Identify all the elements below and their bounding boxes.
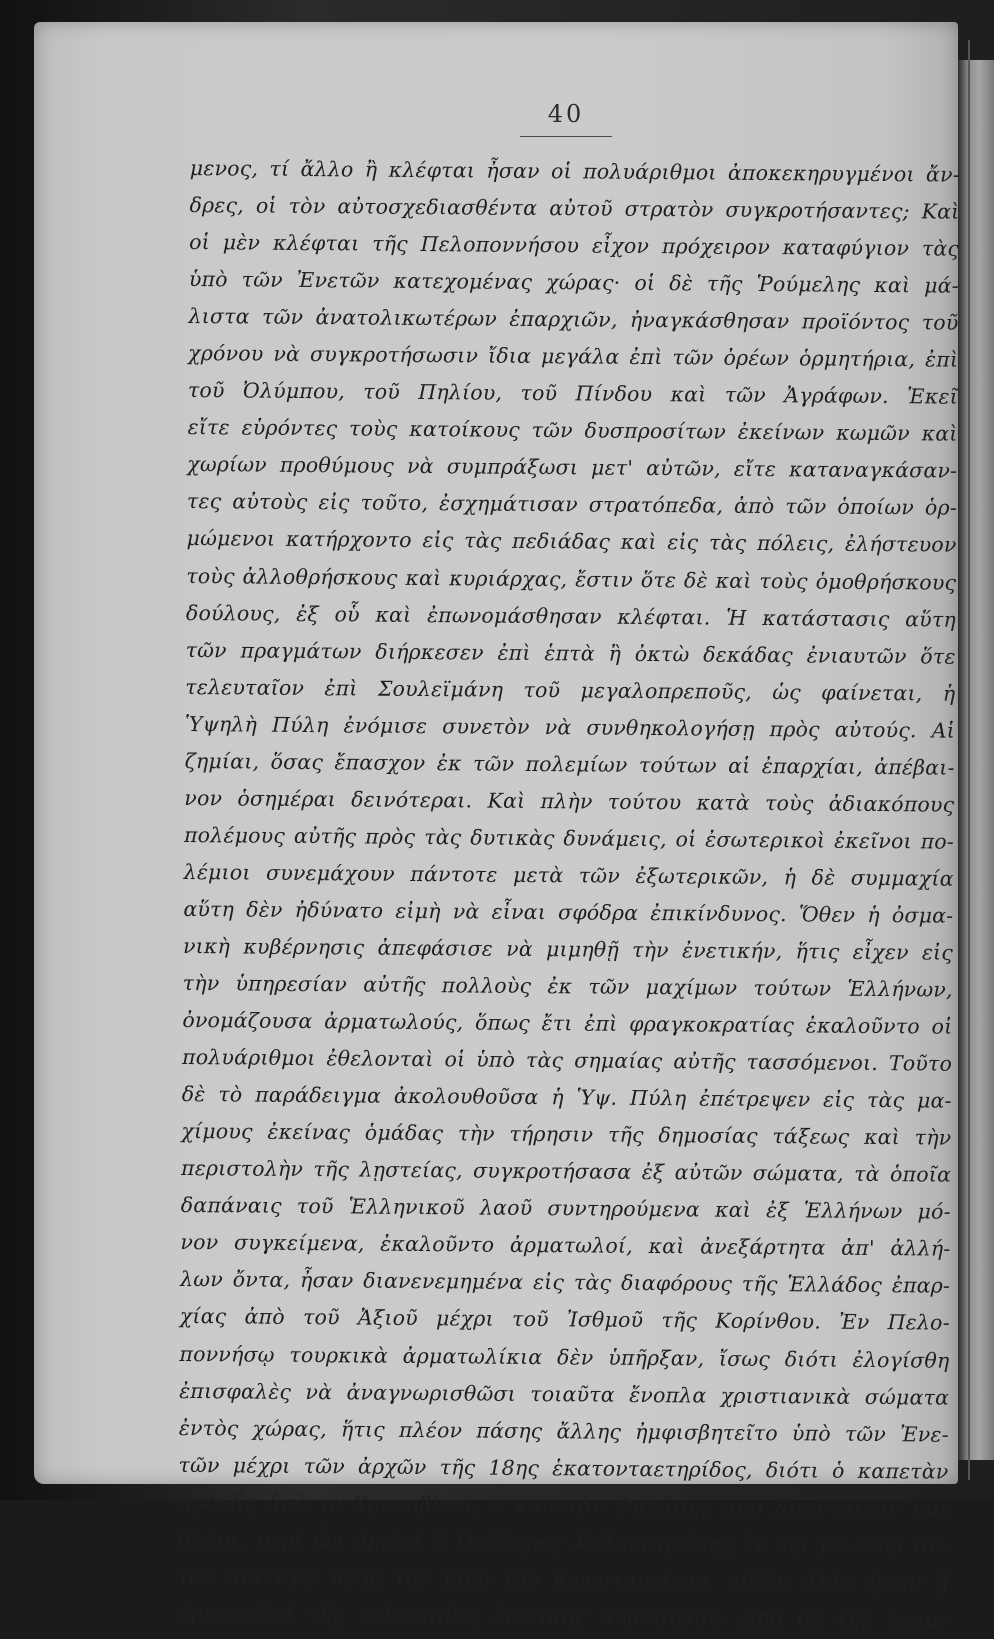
text-line: αὕτη δὲν ἠδύνατο εἰμὴ νὰ εἶναι σφόδρα ἐπικίνδυνος. Ὅθεν ἡ ὀσμα- (183, 896, 954, 928)
text-line: δαπάναις τοῦ Ἑλληνικοῦ λαοῦ συντηρούμενα καὶ ἐξ Ἑλλήνων μό- (180, 1193, 951, 1224)
text-line: πολέμους αὐτῆς πρὸς τὰς δυτικὰς δυνάμεις, οἱ ἐσωτερικοὶ ἐκεῖνοι πο- (183, 822, 955, 854)
text-line: χρόνου νὰ συγκροτήσωσιν ἴδια μεγάλα ἐπὶ τῶν ὀρέων ὁρμητήρια, ἐπὶ (188, 341, 959, 372)
text-line: ὑπὸ τῶν Ἐνετῶν κατεχομένας χώρας· οἱ δὲ τῆς Ῥούμελης καὶ μά- (188, 267, 959, 298)
text-line: δρες, οἱ τὸν αὐτοσχεδιασθέντα αὐτοῦ στρατὸν συγκροτήσαντες; Καὶ (189, 193, 960, 224)
text-line: μενος, τί ἄλλο ἢ κλέφται ἦσαν οἱ πολυάριθμοι ἀποκεκηρυγμένοι ἄν- (189, 155, 960, 187)
text-line: ἀρματωλοὶ τῆς τελευταίας ἐνετικῆς κυριαρχίας. Ἀπὸ δὲ τῆς κατα- (177, 1600, 948, 1632)
text-line: ὀνομάζουσα ἀρματωλούς, ὅπως ἔτι ἐπὶ φραγκοκρατίας ἐκαλοῦντο οἱ (182, 1008, 953, 1039)
text-line: δὲ τὸ παράδειγμα ἀκολουθοῦσα ἡ Ὑψ. Πύλη ἐπέτρεψεν εἰς τὰς μα- (181, 1082, 952, 1113)
text-line: πολυάριθμοι ἐθελονταὶ οἱ ὑπὸ τὰς σημαίας αὐτῆς τασσόμενοι. Τοῦτο (181, 1045, 953, 1076)
text-line: νικὴ κυβέρνησις ἀπεφάσισε νὰ μιμηθῇ τὴν ἐνετικήν, ἥτις εἶχεν εἰς (182, 933, 954, 965)
text-line: νον συγκείμενα, ἐκαλοῦντο ἀρματωλοί, καὶ ἀνεξάρτητα ἀπ' ἀλλή- (180, 1230, 951, 1262)
text-line: λιστα τῶν ἀνατολικωτέρων ἐπαρχιῶν, ἠναγκάσθησαν προϊόντος τοῦ (188, 304, 959, 335)
text-line: περιστολὴν τῆς λῃστείας, συγκροτήσασα ἐξ αὐτῶν σώματα, τὰ ὁποῖα (181, 1156, 952, 1187)
page-number: 40 (547, 100, 585, 128)
text-line: τῶν μέχρι τῶν ἀρχῶν τῆς 18ης ἑκατονταετηρίδος, διότι ὁ καπετὰν (178, 1452, 949, 1484)
text-line: νον ὁσημέραι δεινότεραι. Καὶ πλὴν τούτου κατὰ τοὺς ἀδιακόπους (184, 785, 955, 817)
text-line: οἱ μὲν κλέφται τῆς Πελοποννήσου εἶχον πρόχειρον καταφύγιον τὰς (189, 230, 960, 261)
text-line: Χρονᾶς ἀπὸ τὸ Χρυσοβίτσι, ὁ καπετὰν Θανάσης ἀπὸ Καρύταιναν καὶ (178, 1489, 949, 1521)
text-line: τες αὐτοὺς εἰς τοῦτο, ἐσχημάτισαν στρατόπεδα, ἀπὸ τῶν ὁποίων ὁρ- (186, 489, 958, 521)
text-line: τοῦ Ὀλύμπου, τοῦ Πηλίου, τοῦ Πίνδου καὶ τῶν Ἀγράφων. Ἐκεῖ (187, 378, 958, 409)
binding-edge-line (968, 40, 970, 1480)
text-line: ἐπισφαλὲς νὰ ἀναγνωρισθῶσι τοιαῦτα ἔνοπλα χριστιανικὰ σώματα (179, 1378, 950, 1410)
page-number-rule (520, 136, 612, 137)
text-line: ἐντὸς χώρας, ἥτις πλέον πάσης ἄλλης ἠμφισβητεῖτο ὑπὸ τῶν Ἐνε- (178, 1415, 949, 1447)
text-line: τοὺς ἀλλοθρήσκους καὶ κυριάρχας, ἔστιν ὅτε δὲ καὶ τοὺς ὁμοθρήσκους (186, 563, 957, 595)
text-line: ἄλλοι, περὶ ὧν ὁμιλεῖ ὁ Θεόδωρος Κολοκοτρώνης ἐν τῷ γνωστῷ αὐ- (177, 1526, 948, 1558)
text-line: λων ὄντα, ἦσαν διανενεμημένα εἰς τὰς διαφόρους τῆς Ἑλλάδος ἐπαρ- (180, 1267, 951, 1299)
text-line: μώμενοι κατήρχοντο εἰς τὰς πεδιάδας καὶ εἰς τὰς πόλεις, ἐλήστευον (186, 526, 957, 558)
text-line: ζημίαι, ὅσας ἔπασχον ἐκ τῶν πολεμίων τούτων αἱ ἐπαρχίαι, ἀπέβαι- (184, 748, 955, 780)
text-line: δούλους, ἐξ οὗ καὶ ἐπωνομάσθησαν κλέφται. Ἡ κατάστασις αὕτη (185, 600, 957, 632)
text-line: τῶν πραγμάτων διήρκεσεν ἐπὶ ἑπτὰ ἢ ὀκτὼ δεκάδας ἐνιαυτῶν ὅτε (185, 637, 956, 669)
text-line: ποννήσῳ τουρκικὰ ἀρματωλίκια δὲν ὑπῆρξαν, ἴσως διότι ἐλογίσθη (179, 1341, 950, 1373)
text-line: τοῦ διαλόγῳ πρὸς τὸν υἱόν του Κωνσταντῖνον, οὐδὲν ἄλλο ἦσαν ἢ (177, 1563, 948, 1595)
text-line: χίμους ἐκείνας ὁμάδας τὴν τήρησιν τῆς δημοσίας τάξεως καὶ τὴν (181, 1119, 952, 1150)
text-line: χίας ἀπὸ τοῦ Ἀξιοῦ μέχρι τοῦ Ἰσθμοῦ τῆς Κορίνθου. Ἐν Πελο- (179, 1304, 950, 1336)
text-line: τὴν ὑπηρεσίαν αὐτῆς πολλοὺς ἐκ τῶν μαχίμων τούτων Ἑλλήνων, (182, 971, 953, 1002)
text-line: τελευταῖον ἐπὶ Σουλεϊμάνη τοῦ μεγαλοπρεποῦς, ὡς φαίνεται, ἡ (185, 674, 956, 706)
body-text (177, 150, 960, 1639)
text-line: λέμιοι συνεμάχουν πάντοτε μετὰ τῶν ἐξωτερικῶν, ἡ δὲ συμμαχία (183, 859, 954, 891)
text-line: χωρίων προθύμους νὰ συμπράξωσι μετ' αὐτῶν, εἴτε καταναγκάσαν- (187, 452, 958, 484)
next-page-edge (958, 60, 994, 1460)
text-line: Ὑψηλὴ Πύλη ἐνόμισε συνετὸν νὰ συνθηκολογήσῃ πρὸς αὐτούς. Αἱ (184, 711, 956, 743)
text-line: εἴτε εὑρόντες τοὺς κατοίκους τῶν δυσπροσίτων ἐκείνων κωμῶν καὶ (187, 415, 958, 447)
